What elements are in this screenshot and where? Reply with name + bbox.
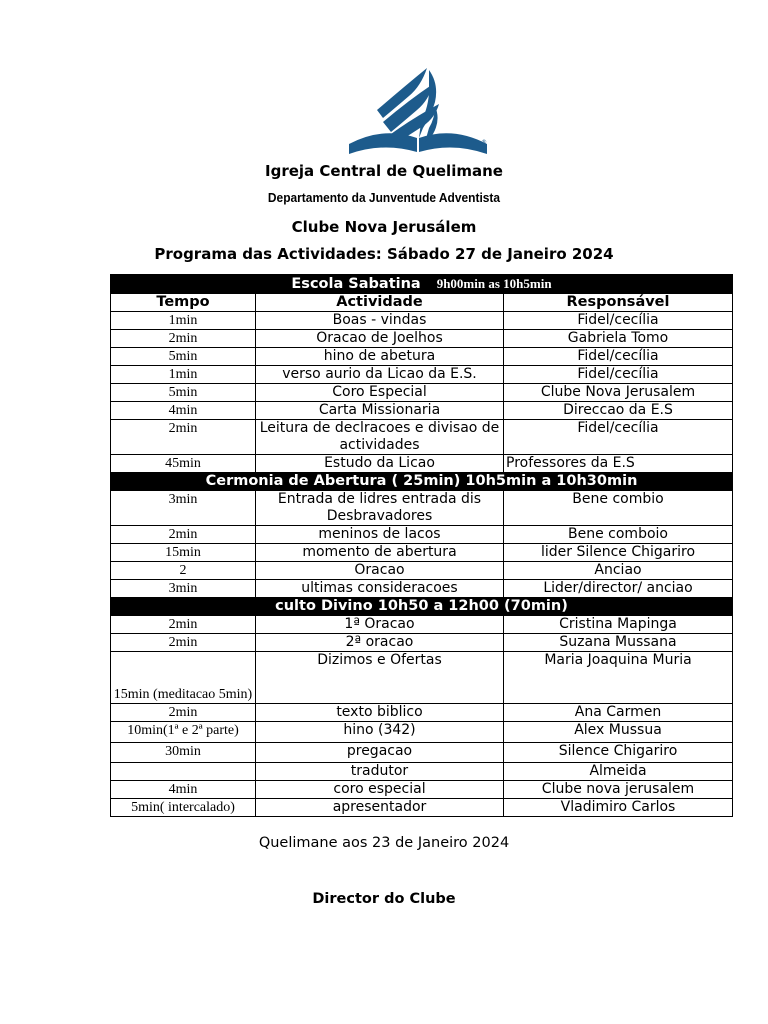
time-cell: 2min: [111, 420, 256, 455]
table-row: [111, 580, 733, 598]
column-header-responsible: Responsável: [504, 294, 733, 312]
table-row: [111, 562, 733, 580]
time-cell: 4min: [111, 781, 256, 799]
activity-cell: Boas - vindas: [256, 312, 504, 330]
table-row: [111, 704, 733, 722]
time-cell: 1min: [111, 366, 256, 384]
table-row: [111, 544, 733, 562]
time-cell: 5min: [111, 348, 256, 366]
table-row: [111, 722, 733, 743]
activity-cell: momento de abertura: [256, 544, 504, 562]
church-name: Igreja Central de Quelimane: [265, 162, 503, 180]
program-title: Programa das Actividades: Sábado 27 de Janeiro 2024: [154, 245, 614, 263]
section-title: Escola Sabatina: [291, 276, 421, 292]
responsible-cell: Vladimiro Carlos: [504, 799, 733, 817]
section-header: [111, 275, 733, 294]
responsible-cell: Clube Nova Jerusalem: [504, 384, 733, 402]
table-row: [111, 634, 733, 652]
responsible-cell: Gabriela Tomo: [504, 330, 733, 348]
time-cell: 3min: [111, 580, 256, 598]
section-header: [111, 598, 733, 616]
responsible-cell: Fidel/cecília: [504, 348, 733, 366]
time-cell: 3min: [111, 491, 256, 526]
time-cell: 2min: [111, 526, 256, 544]
table-row: [111, 455, 733, 473]
table-row: [111, 491, 733, 526]
table-row: [111, 763, 733, 781]
table-row: [111, 616, 733, 634]
svg-text:®: ®: [481, 139, 487, 146]
table-row: [111, 348, 733, 366]
time-cell: 2min: [111, 616, 256, 634]
table-row: [111, 330, 733, 348]
activity-cell: pregacao: [256, 743, 504, 763]
activity-cell: 2ª oracao: [256, 634, 504, 652]
program-table: [110, 274, 733, 817]
time-cell: 4min: [111, 402, 256, 420]
activity-cell: Estudo da Licao: [256, 455, 504, 473]
time-cell: 10min(1ª e 2ª parte): [111, 722, 256, 743]
responsible-cell: Ana Carmen: [504, 704, 733, 722]
activity-cell: tradutor: [256, 763, 504, 781]
time-cell: 2min: [111, 330, 256, 348]
table-row: [111, 652, 733, 704]
time-cell: 45min: [111, 455, 256, 473]
time-cell: 5min( intercalado): [111, 799, 256, 817]
place-date: Quelimane aos 23 de Janeiro 2024: [258, 835, 510, 851]
responsible-cell: Fidel/cecília: [504, 420, 733, 455]
responsible-cell: Suzana Mussana: [504, 634, 733, 652]
time-cell: [111, 763, 256, 781]
department-name: Departamento da Junventude Adventista: [267, 190, 501, 205]
activity-cell: Dizimos e Ofertas: [256, 652, 504, 704]
responsible-cell: Lider/director/ anciao: [504, 580, 733, 598]
activity-cell: verso aurio da Licao da E.S.: [256, 366, 504, 384]
table-row: [111, 420, 733, 455]
time-cell: 5min: [111, 384, 256, 402]
time-cell: 15min (meditacao 5min): [111, 652, 256, 704]
table-row: [111, 384, 733, 402]
time-cell: 2min: [111, 704, 256, 722]
responsible-cell: Alex Mussua: [504, 722, 733, 743]
responsible-cell: Almeida: [504, 763, 733, 781]
column-header-row: [111, 294, 733, 312]
activity-cell: Oracao de Joelhos: [256, 330, 504, 348]
signature-label: Director do Clube: [312, 891, 456, 907]
section-time: 9h00min as 10h5min: [436, 276, 552, 291]
time-cell: 2: [111, 562, 256, 580]
activity-cell: 1ª Oracao: [256, 616, 504, 634]
activity-cell: ultimas consideracoes: [256, 580, 504, 598]
adventist-logo-icon: [347, 66, 489, 156]
activity-cell: Oracao: [256, 562, 504, 580]
club-name: Clube Nova Jerusálem: [291, 218, 477, 236]
responsible-cell: Professores da E.S: [504, 455, 733, 473]
responsible-cell: lider Silence Chigariro: [504, 544, 733, 562]
responsible-cell: Maria Joaquina Muria: [504, 652, 733, 704]
responsible-cell: Fidel/cecília: [504, 312, 733, 330]
table-row: [111, 402, 733, 420]
responsible-cell: Clube nova jerusalem: [504, 781, 733, 799]
table-row: [111, 526, 733, 544]
section-header: [111, 473, 733, 491]
responsible-cell: Fidel/cecília: [504, 366, 733, 384]
section-title: culto Divino 10h50 a 12h00 (70min): [275, 598, 568, 614]
column-header-activity: Actividade: [256, 294, 504, 312]
activity-cell: hino (342): [256, 722, 504, 743]
column-header-time: Tempo: [111, 294, 256, 312]
activity-cell: hino de abetura: [256, 348, 504, 366]
responsible-cell: Direccao da E.S: [504, 402, 733, 420]
responsible-cell: Anciao: [504, 562, 733, 580]
activity-cell: Coro Especial: [256, 384, 504, 402]
responsible-cell: Silence Chigariro: [504, 743, 733, 763]
time-cell: 30min: [111, 743, 256, 763]
activity-cell: Leitura de declracoes e divisao de actividades: [256, 420, 504, 455]
responsible-cell: Cristina Mapinga: [504, 616, 733, 634]
time-cell: 1min: [111, 312, 256, 330]
table-row: [111, 799, 733, 817]
activity-cell: meninos de lacos: [256, 526, 504, 544]
responsible-cell: Bene combio: [504, 491, 733, 526]
activity-cell: Carta Missionaria: [256, 402, 504, 420]
table-row: [111, 743, 733, 763]
table-row: [111, 781, 733, 799]
time-cell: 2min: [111, 634, 256, 652]
activity-cell: texto biblico: [256, 704, 504, 722]
table-row: [111, 366, 733, 384]
activity-cell: coro especial: [256, 781, 504, 799]
table-row: [111, 312, 733, 330]
time-cell: 15min: [111, 544, 256, 562]
activity-cell: apresentador: [256, 799, 504, 817]
responsible-cell: Bene comboio: [504, 526, 733, 544]
section-title: Cermonia de Abertura ( 25min) 10h5min a 10h30min: [205, 473, 638, 489]
activity-cell: Entrada de lidres entrada dis Desbravadores: [256, 491, 504, 526]
